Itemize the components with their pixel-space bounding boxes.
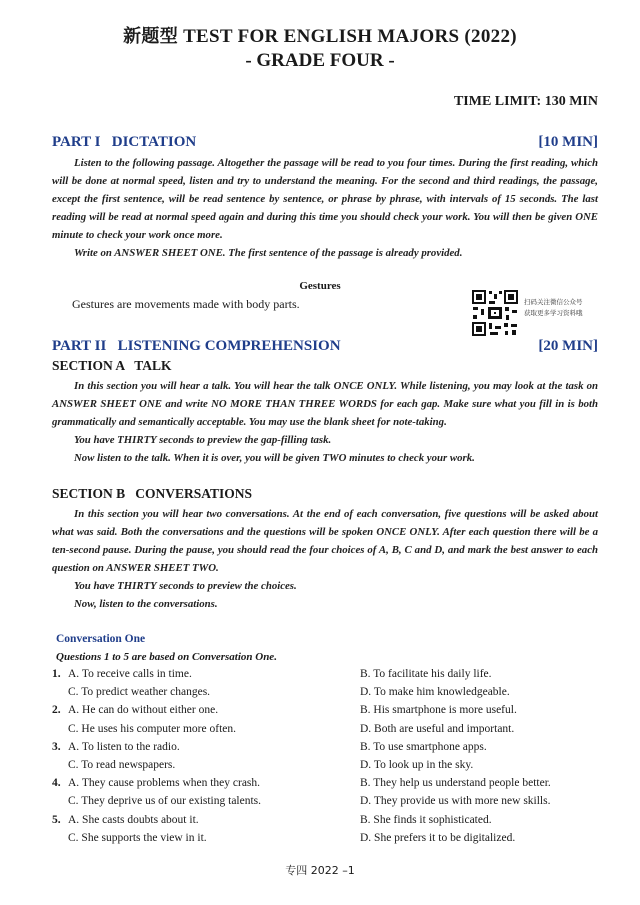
answer-options [52, 668, 612, 850]
option-a: A. He can do without either one. [68, 704, 219, 717]
option-row [52, 795, 612, 813]
option-row [52, 668, 612, 686]
part2-header [52, 338, 598, 355]
option-b: B. His smartphone is more useful. [360, 704, 517, 717]
option-d: D. Both are useful and important. [360, 722, 515, 735]
new-format-tag: 新题型 [123, 26, 179, 47]
section-a-p3: Now listen to the talk. When it is over, you will be given TWO minutes to check your work. [74, 452, 475, 464]
question-number: 4. [52, 777, 61, 790]
option-d: D. She prefers it to be digitalized. [360, 831, 516, 844]
qr-caption-line2: 获取更多学习资料哦 [524, 309, 583, 317]
section-a-instructions [52, 377, 598, 467]
conversation-note: Questions 1 to 5 are based on Conversation One. [56, 651, 277, 663]
option-c: C. She supports the view in it. [68, 831, 207, 844]
qr-caption [524, 297, 583, 319]
option-b: B. To use smartphone apps. [360, 740, 487, 753]
option-row [52, 686, 612, 704]
part1-header [52, 134, 598, 151]
part1-instructions [52, 154, 598, 262]
first-sentence: Gestures are movements made with body parts. [72, 297, 300, 311]
option-c: C. To read newspapers. [68, 758, 176, 771]
option-row [52, 759, 612, 777]
passage-title: Gestures [299, 280, 341, 292]
option-row [52, 832, 612, 850]
option-row [52, 814, 612, 832]
qr-code-icon [470, 288, 520, 338]
option-b: B. She finds it sophisticated. [360, 813, 492, 826]
section-b-title: SECTION B CONVERSATIONS [52, 486, 253, 501]
part2-title: PART II LISTENING COMPREHENSION [52, 338, 341, 354]
option-d: D. To make him knowledgeable. [360, 686, 510, 699]
conversation-title: Conversation One [56, 633, 146, 645]
option-d: D. They provide us with more new skills. [360, 795, 551, 808]
option-row [52, 777, 612, 795]
part2-time: [20 MIN] [538, 338, 598, 354]
section-a-p1: In this section you will hear a talk. You will hear the talk ONCE ONLY. While listening, you may look at the task on ANSWER SHEET ONE and write NO MORE THAN THREE WORDS for each gap. Make sure what you fill in is both grammatically and semantically acceptable. You may use the blank sheet for note-taking. [52, 380, 598, 428]
option-a: A. To receive calls in time. [68, 668, 192, 680]
option-c: C. To predict weather changes. [68, 686, 211, 699]
part1-title: PART I DICTATION [52, 134, 197, 150]
section-b-p1: In this section you will hear two conversations. At the end of each conversation, five questions will be asked about what was said. Both the conversations and the questions will be spoken ONCE ONLY. After each question there will be a ten-second pause. During the pause, you should read the four choices of A, B, C and D, and mark the best answer to each question on ANSWER SHEET TWO. [52, 508, 598, 574]
option-row [52, 741, 612, 759]
section-b-p2: You have THIRTY seconds to preview the choices. [74, 580, 297, 592]
part1-instructions-2: Write on ANSWER SHEET ONE. The first sentence of the passage is already provided. [74, 247, 463, 259]
option-b: B. To facilitate his daily life. [360, 668, 492, 680]
option-c: C. They deprive us of our existing talents. [68, 795, 262, 808]
option-a: A. She casts doubts about it. [68, 813, 199, 826]
exam-grade: - GRADE FOUR - [245, 50, 395, 71]
part1-instructions-text: Listen to the following passage. Altogether the passage will be read to you four times. During the first reading, which will be done at normal speed, listen and try to understand the meaning. For the second and third readings, the passage, except the first sentence, will be read sentence by sentence, or phrase by phrase, with intervals of 15 seconds. The last reading will be read at normal speed again and during this time you should check your work. You will then be given ONE minute to check your work once more. [52, 157, 598, 241]
qr-caption-line1: 扫码关注微信公众号 [524, 298, 583, 306]
option-d: D. To look up in the sky. [360, 758, 474, 771]
option-row [52, 704, 612, 722]
time-limit: TIME LIMIT: 130 MIN [453, 94, 598, 109]
option-b: B. They help us understand people better. [360, 777, 551, 790]
question-number: 5. [52, 813, 61, 826]
option-a: A. They cause problems when they crash. [68, 777, 261, 790]
section-a-p2: You have THIRTY seconds to preview the gap-filling task. [74, 434, 332, 446]
part1-time: [10 MIN] [538, 134, 598, 150]
question-number: 2. [52, 704, 61, 717]
question-number: 1. [52, 668, 61, 680]
section-b-p3: Now, listen to the conversations. [74, 598, 218, 610]
section-b-instructions [52, 505, 598, 613]
exam-title-text: TEST FOR ENGLISH MAJORS (2022) [183, 26, 517, 47]
option-a: A. To listen to the radio. [68, 740, 180, 753]
option-c: C. He uses his computer more often. [68, 722, 236, 735]
section-a-title: SECTION A TALK [52, 358, 172, 373]
option-row [52, 723, 612, 741]
page-footer: 专四 2022 –1 [285, 864, 355, 877]
exam-title [0, 22, 640, 48]
question-number: 3. [52, 740, 61, 753]
